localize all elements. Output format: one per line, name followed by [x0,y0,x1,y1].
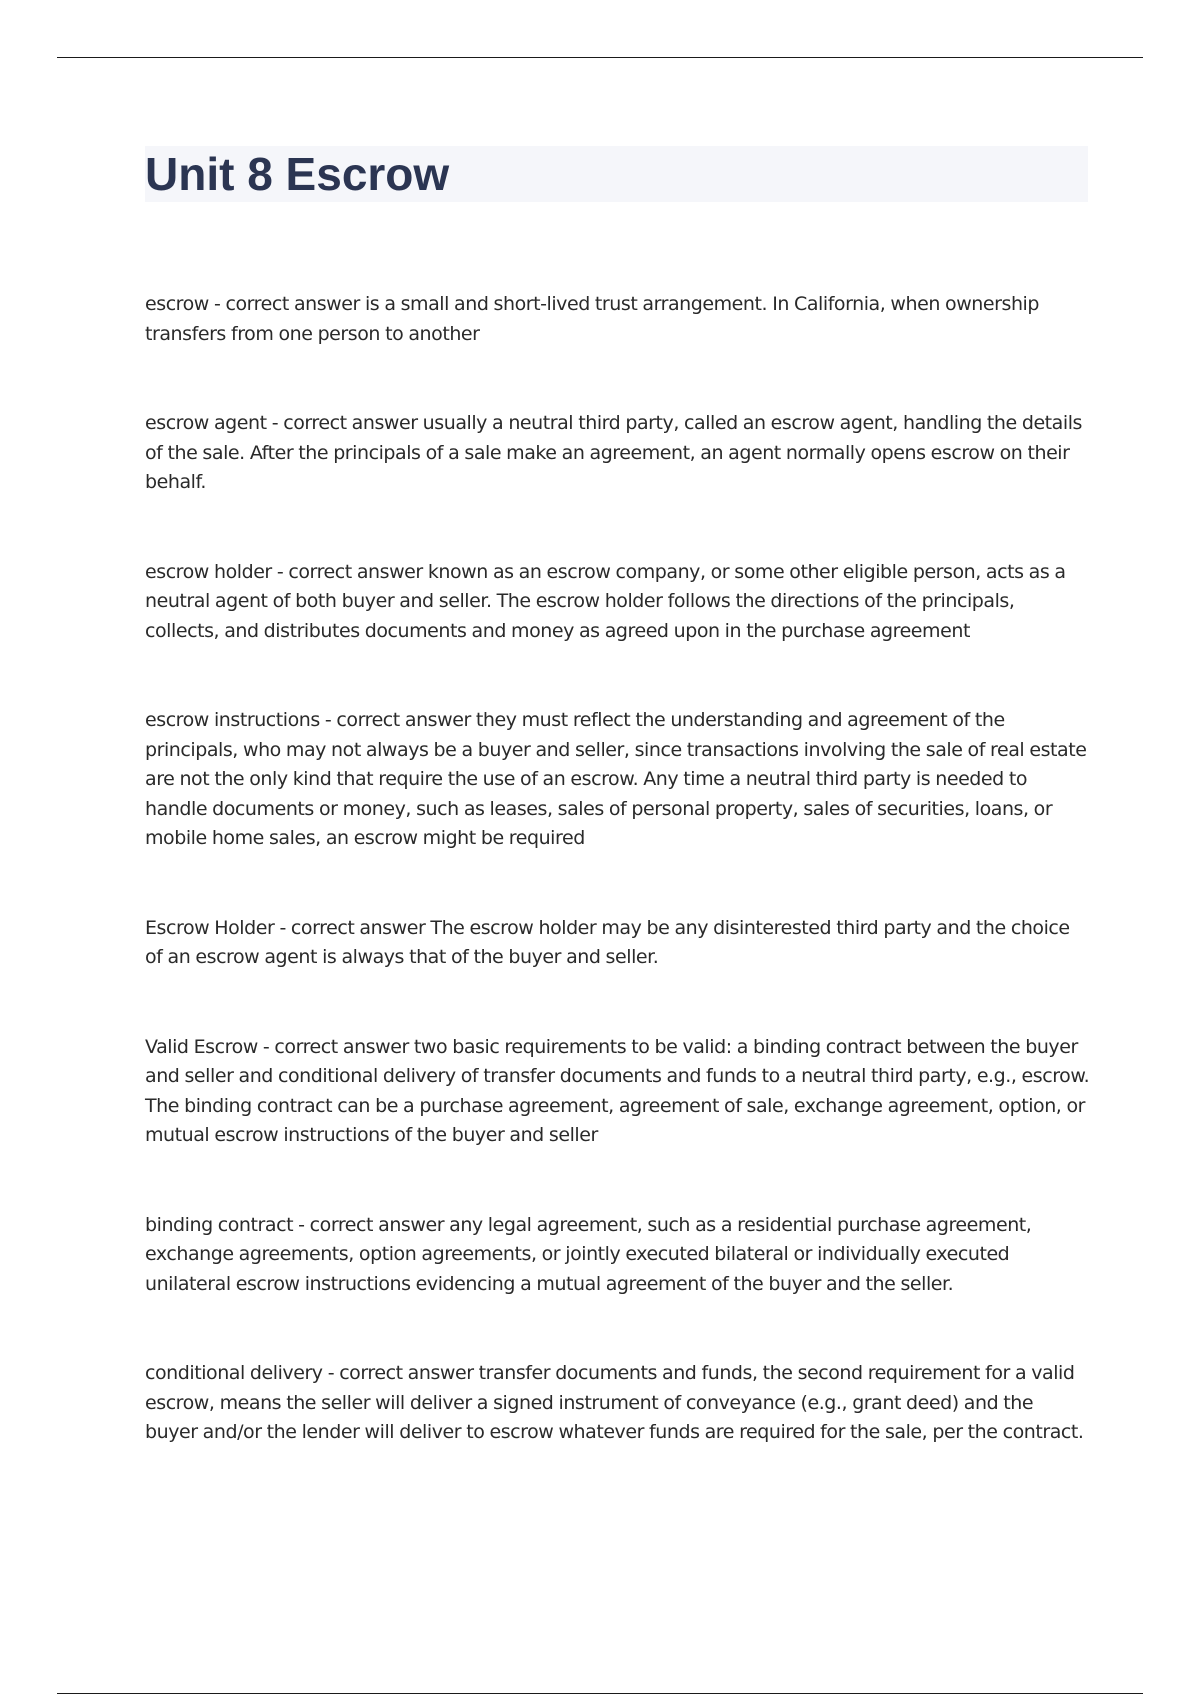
entry-escrow: escrow - correct answer is a small and short-lived trust arrangement. In California, when ownership transfers from one person to another [145,293,1039,345]
page-title: Unit 8 Escrow [145,148,450,200]
entry-escrow-agent: escrow agent - correct answer usually a neutral third party, called an escrow agent, handling the details of the sale. After the principals of a sale make an agreement, an agent normally opens escrow on their behalf. [145,412,1082,493]
entry-list [145,290,1090,1448]
entry-escrow-holder-choice: Escrow Holder - correct answer The escrow holder may be any disinterested third party and the choice of an escrow agent is always that of the buyer and seller. [145,916,1070,968]
header-rule [57,57,1143,58]
entry-escrow-instructions: escrow instructions - correct answer they must reflect the understanding and agreement of the principals, who may not always be a buyer and seller, since transactions involving the sale of real estate are not the only kind that require the use of an escrow. Any time a neutral third party is needed to handle documents or money, such as leases, sales of personal property, sales of securities, loans, or mobile home sales, an escrow might be required [145,709,1087,849]
entry-binding-contract: binding contract - correct answer any legal agreement, such as a residential purchase agreement, exchange agreements, option agreements, or jointly executed bilateral or individually executed unilateral escrow instructions evidencing a mutual agreement of the buyer and the seller. [145,1213,1032,1295]
entry-valid-escrow: Valid Escrow - correct answer two basic requirements to be valid: a binding contract between the buyer and seller and conditional delivery of transfer documents and funds to a neutral third party, e.g., escrow. The binding contract can be a purchase agreement, agreement of sale, exchange agreement, option, or mutual escrow instructions of the buyer and seller [145,1035,1090,1146]
entry-conditional-delivery: conditional delivery - correct answer transfer documents and funds, the second requirement for a valid escrow, means the seller will deliver a signed instrument of conveyance (e.g., grant deed) and the buyer and/or the lender will deliver to escrow whatever funds are required for the sale, per the contract. [145,1362,1084,1443]
footer-rule [57,1693,1143,1694]
entry-escrow-holder: escrow holder - correct answer known as an escrow company, or some other eligible person, acts as a neutral agent of both buyer and seller. The escrow holder follows the directions of the principals, collects, and distributes documents and money as agreed upon in the purchase agreement [145,560,1066,642]
